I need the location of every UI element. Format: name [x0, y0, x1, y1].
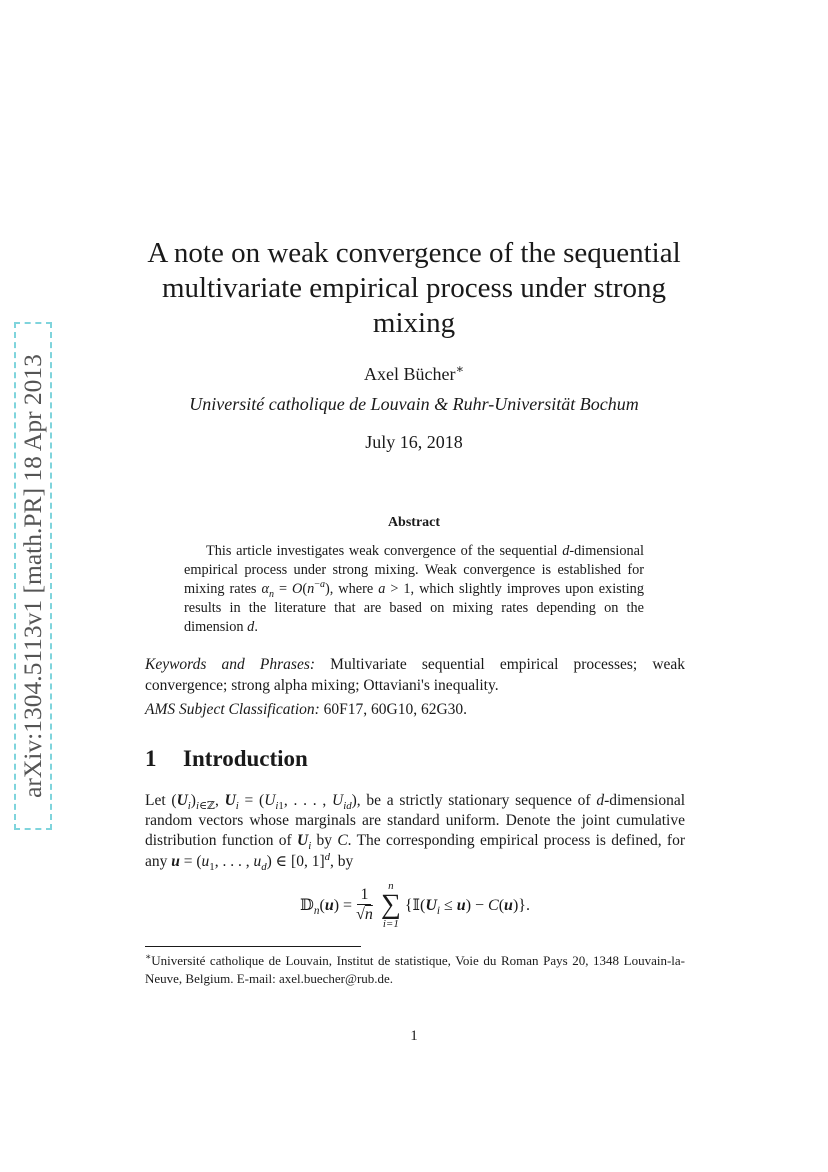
paper-date: July 16, 2018 — [365, 432, 463, 452]
intro-text: Let — [145, 792, 172, 809]
footnote-mark: ∗ — [145, 951, 152, 962]
abstract-text: -dimensional empirical process under strong mixing. Weak convergence is established for mixing rates — [184, 543, 644, 597]
page-number: 1 — [410, 1028, 418, 1044]
author-line — [140, 364, 688, 385]
author-name: Axel Bücher — [363, 364, 456, 384]
affiliation: Université catholique de Louvain & Ruhr-Universität Bochum — [189, 394, 639, 414]
intro-text: . The corresponding empirical process is defined, for any — [145, 832, 685, 870]
section-heading — [145, 746, 308, 772]
keywords — [145, 654, 685, 696]
footnote-rule — [145, 946, 361, 947]
intro-text: -dimensional random vectors whose marginals are standard uniform. Denote the joint cumulative distribution function of — [145, 792, 686, 850]
abstract-text: , which slightly improves upon existing results in the literature that are based on mixing rates depending on the dimension — [184, 581, 644, 635]
intro-text: , be a strictly stationary sequence of — [356, 792, 597, 809]
summation-symbol: n ∑ i=1 — [380, 880, 401, 930]
footnote-text: Université catholique de Louvain, Institut de statistique, Voie du Roman Pays 20, 1348 Louvain-la-Neuve, Belgium. E-mail: axel.buecher@rub.de. — [145, 953, 685, 986]
arxiv-stamp — [14, 322, 52, 830]
section-title: Introduction — [183, 746, 308, 771]
author-footnote-mark: ∗ — [455, 362, 465, 376]
footnote — [145, 952, 685, 988]
ams-text: 60F17, 60G10, 62G30. — [323, 701, 468, 718]
empirical-process-equation: 𝔻$_n$(u) = $\frac{1}{√n}$ n ∑ i=1 $\{𝕀(U_i \le u) - C(u)\}$. — [300, 880, 530, 930]
abstract-text: , where — [329, 581, 379, 597]
intro-paragraph: Let $(U_i)_{i\in ℤ}$, $U_i = (U_{i1}$, . . . , $U_{id}$), be a strictly stationary sequence of d-dimensional random vectors whose marginals are standard uniform. Denote the joint cumulative distribution function of $U_i$ by C. The corresponding empirical process is defined, for any $u = (u_1$, . . . , $u_d$) ∈ [0, 1]$^d$, by — [145, 792, 686, 873]
abstract-body: This article investigates weak convergence of the sequential d-dimensional empirical process under strong mixing. Weak convergence is established for mixing rates $\alpha_n = O(n^{-a})$, where a > 1, which slightly improves upon existing results in the literature that are based on mixing rates depending on the dimension d. — [184, 543, 644, 635]
abstract-text: . — [254, 619, 258, 635]
intro-text: by — [311, 832, 338, 850]
fraction: $\frac{1}{√n}$ — [356, 885, 373, 923]
ams-label: AMS Subject Classification: — [145, 701, 320, 718]
ams-classification — [145, 699, 685, 720]
keywords-label: Keywords and Phrases: — [145, 656, 316, 673]
arxiv-identifier: arXiv:1304.5113v1 [math.PR] 18 Apr 2013 — [18, 354, 47, 798]
section-number: 1 — [145, 746, 157, 771]
keywords-text: Multivariate sequential empirical processes; weak convergence; strong alpha mixing; Ottaviani's inequality. — [145, 656, 686, 694]
abstract-heading: Abstract — [387, 515, 441, 530]
paper-title: A note on weak convergence of the sequential multivariate empirical process under strong mixing — [147, 237, 681, 339]
intro-text: , by — [330, 852, 354, 870]
abstract-text: This article investigates weak convergence of the sequential — [206, 543, 563, 559]
